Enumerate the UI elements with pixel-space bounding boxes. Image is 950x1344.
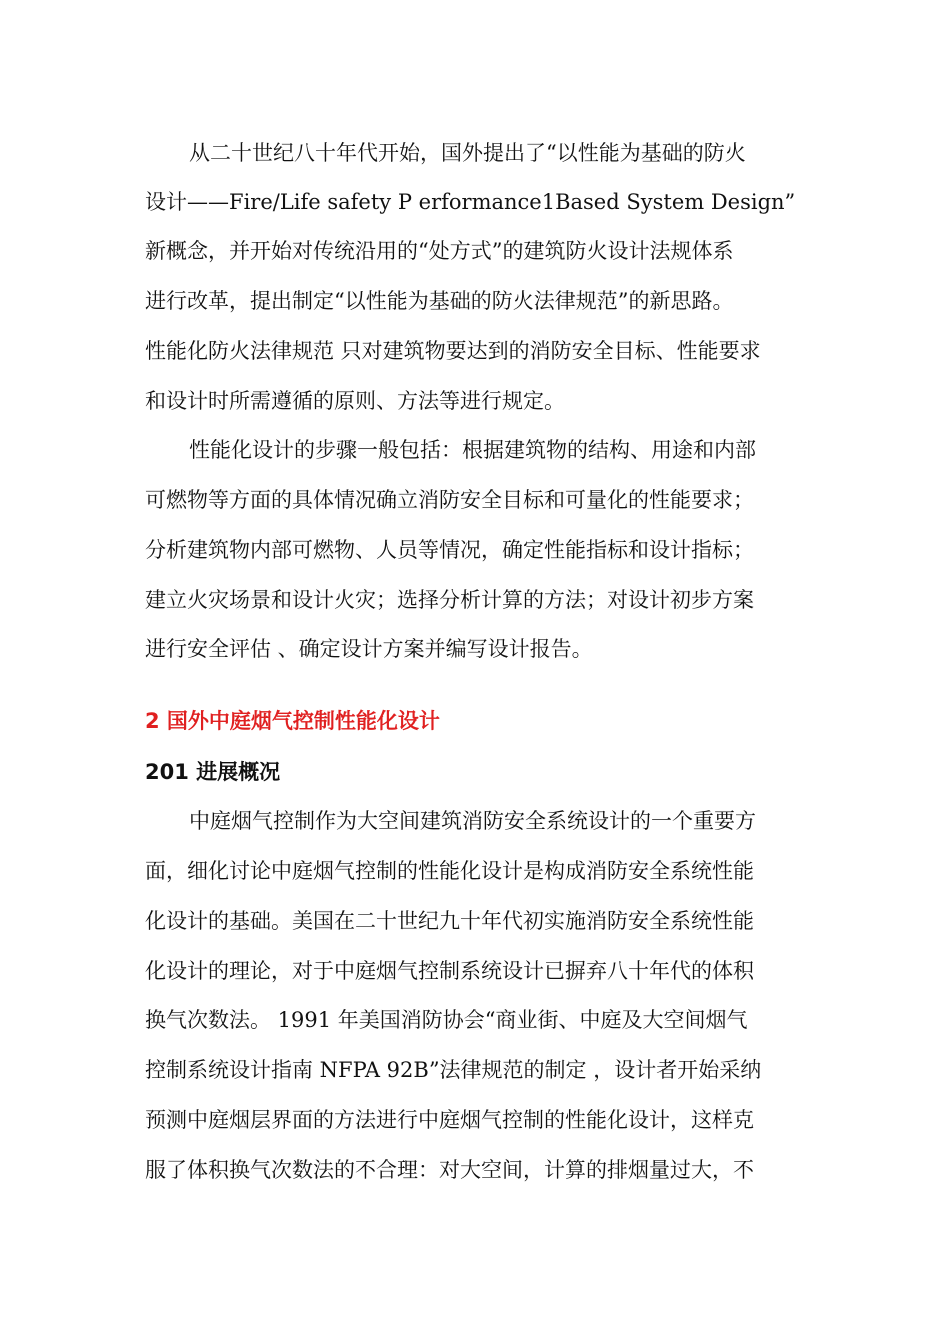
p1-line-2: 设计——Fire/Life safety P erformance1Based System Design” xyxy=(145,190,796,214)
p3-line-2: 面，细化讨论中庭烟气控制的性能化设计是构成消防安全系统性能 xyxy=(145,859,754,883)
p3-line-7: 预测中庭烟层界面的方法进行中庭烟气控制的性能化设计，这样克 xyxy=(145,1108,754,1132)
p1-line-3: 新概念，并开始对传统沿用的“处方式”的建筑防火设计法规体系 xyxy=(145,239,734,263)
p2-line-1: 性能化设计的步骤一般包括：根据建筑物的结构、用途和内部 xyxy=(189,438,756,462)
p3-line-5: 换气次数法。 1991 年美国消防协会“商业街、中庭及大空间烟气 xyxy=(145,1008,748,1032)
section-heading: 2 国外中庭烟气控制性能化设计 xyxy=(145,709,440,733)
p1-line-5: 性能化防火法律规范 只对建筑物要达到的消防安全目标、性能要求 xyxy=(145,339,761,363)
p2-line-3: 分析建筑物内部可燃物、人员等情况，确定性能指标和设计指标； xyxy=(145,538,754,562)
p2-line-5: 进行安全评估 、确定设计方案并编写设计报告。 xyxy=(145,637,593,661)
p3-line-4: 化设计的理论，对于中庭烟气控制系统设计已摒弃八十年代的体积 xyxy=(145,959,754,983)
p1-line-6: 和设计时所需遵循的原则、方法等进行规定。 xyxy=(145,389,565,413)
p3-line-8: 服了体积换气次数法的不合理：对大空间，计算的排烟量过大，不 xyxy=(145,1158,754,1182)
p1-line-4: 进行改革，提出制定“以性能为基础的防火法律规范”的新思路。 xyxy=(145,289,734,313)
p3-line-6: 控制系统设计指南 NFPA 92B”法律规范的制定 ，设计者开始采纳 xyxy=(145,1058,762,1082)
p2-line-2: 可燃物等方面的具体情况确立消防安全目标和可量化的性能要求； xyxy=(145,488,754,512)
p3-line-3: 化设计的基础。美国在二十世纪九十年代初实施消防安全系统性能 xyxy=(145,909,754,933)
p3-line-1: 中庭烟气控制作为大空间建筑消防安全系统设计的一个重要方 xyxy=(189,809,756,833)
subsection-heading: 201 进展概况 xyxy=(145,760,281,784)
p2-line-4: 建立火灾场景和设计火灾；选择分析计算的方法；对设计初步方案 xyxy=(145,588,754,612)
p1-line-1: 从二十世纪八十年代开始，国外提出了“以性能为基础的防火 xyxy=(189,141,746,165)
